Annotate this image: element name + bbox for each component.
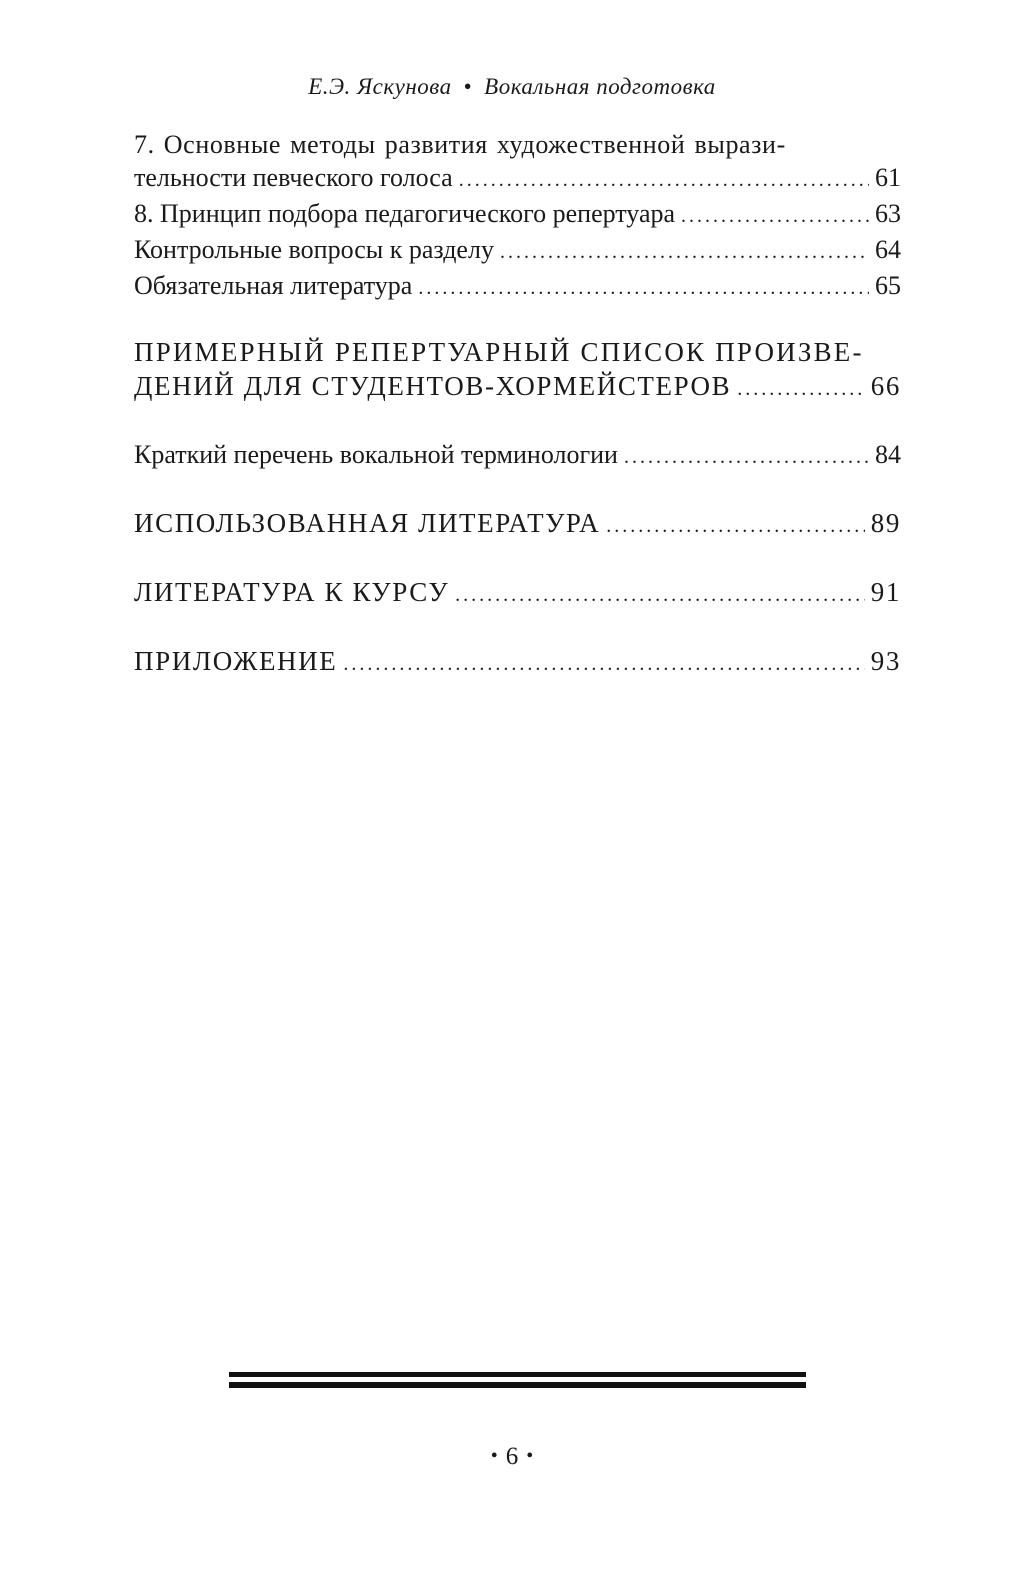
- leader-dots: [606, 506, 865, 543]
- leader-dots: [737, 369, 865, 406]
- toc-entry-8[interactable]: [134, 197, 901, 233]
- toc-entry-repertoire-line2: ДЕНИЙ ДЛЯ СТУДЕНТОВ-ХОРМЕЙСТЕРОВ: [134, 371, 732, 401]
- toc-entry-appendix-page: 93: [870, 646, 901, 676]
- toc-entry-appendix[interactable]: [134, 644, 901, 681]
- toc-entry-repertoire-page: 66: [870, 371, 901, 401]
- table-of-contents: [134, 128, 901, 681]
- toc-entry-used-literature-page: 89: [870, 508, 901, 538]
- toc-entry-repertoire[interactable]: [134, 369, 901, 406]
- folio-left-dot: •: [490, 1445, 498, 1467]
- toc-entry-terminology[interactable]: [134, 438, 901, 474]
- leader-dots: [343, 644, 864, 681]
- footer-double-rule: [229, 1372, 806, 1388]
- toc-entry-required-literature-label: Обязательная литература: [134, 271, 413, 300]
- toc-entry-8-label: 8. Принцип подбора педагогического репертуара: [134, 199, 676, 228]
- toc-entry-required-literature-page: 65: [875, 271, 901, 300]
- toc-entry-7-page: 61: [875, 163, 901, 192]
- running-head-author: Е.Э. Яскунова: [308, 74, 452, 99]
- leader-dots: [624, 438, 869, 474]
- toc-entry-questions-page: 64: [875, 235, 901, 264]
- toc-entry-7-line2: тельности певческого голоса: [134, 163, 453, 192]
- toc-entry-terminology-label: Краткий перечень вокальной терминологии: [134, 440, 618, 469]
- leader-dots: [459, 161, 869, 197]
- folio-number: 6: [505, 1443, 519, 1470]
- toc-entry-appendix-label: ПРИЛОЖЕНИЕ: [134, 646, 338, 676]
- running-head-title: Вокальная подготовка: [484, 74, 716, 99]
- toc-entry-questions[interactable]: [134, 233, 901, 269]
- leader-dots: [455, 575, 865, 612]
- leader-dots: [681, 197, 869, 233]
- toc-entry-course-literature-label: ЛИТЕРАТУРА К КУРСУ: [134, 577, 450, 607]
- page-number: [0, 1443, 1024, 1471]
- folio-right-dot: •: [526, 1445, 534, 1467]
- toc-entry-8-page: 63: [875, 199, 901, 228]
- running-head-separator: •: [463, 74, 473, 99]
- toc-entry-repertoire-line1: ПРИМЕРНЫЙ РЕПЕРТУАРНЫЙ СПИСОК ПРОИЗВЕ-: [134, 337, 864, 367]
- toc-entry-used-literature-label: ИСПОЛЬЗОВАННАЯ ЛИТЕРАТУРА: [134, 508, 601, 538]
- rule-thick: [229, 1382, 806, 1388]
- toc-entry-terminology-page: 84: [875, 440, 901, 469]
- toc-entry-used-literature[interactable]: [134, 506, 901, 543]
- leader-dots: [500, 233, 869, 269]
- toc-entry-course-literature-page: 91: [870, 577, 901, 607]
- running-head: [0, 74, 1024, 100]
- toc-entry-required-literature[interactable]: [134, 269, 901, 305]
- leader-dots: [418, 269, 869, 305]
- toc-entry-questions-label: Контрольные вопросы к разделу: [134, 235, 494, 264]
- toc-entry-7-line1: 7. Основные методы развития художественной вырази-: [134, 130, 786, 159]
- toc-entry-course-literature[interactable]: [134, 575, 901, 612]
- toc-entry-7[interactable]: [134, 161, 901, 197]
- rule-thin: [229, 1372, 806, 1377]
